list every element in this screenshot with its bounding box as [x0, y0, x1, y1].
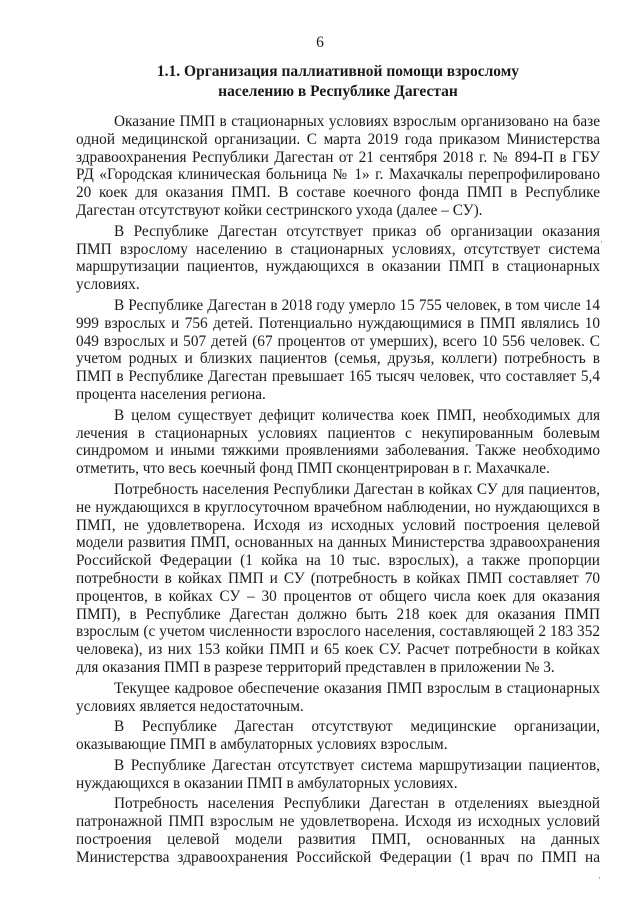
section-heading — [76, 62, 600, 102]
section-heading-line-1: 1.1. Организация паллиативной помощи взрослому — [156, 63, 520, 80]
paragraph: В Республике Дагестан отсутствует система маршрутизации пациентов, нуждающихся в оказании ПМП в амбулаторных условиях. — [76, 756, 600, 792]
paragraph: Потребность населения Республики Дагестан в койках СУ для пациентов, не нуждающихся в круглосуточном врачебном наблюдении, но нуждающихся в ПМП, не удовлетворена. Исходя из исходных условий построения целевой модели развития ПМП, основанных на данных Министерства здравоохранения Российской Федерации (1 койка на 10 тыс. взрослых), а также пропорции потребности в койках ПМП и СУ (потребность в койках ПМП составляет 70 процентов, в койках СУ – 30 процентов от общего числа коек для оказания ПМП), в Республике Дагестан должно быть 218 коек для оказания ПМП взрослым (с учетом численности взрослого населения, составляющей 2 183 352 человека), из них 153 койки ПМП и 65 коек СУ. Расчет потребности в койках для оказания ПМП в разрезе территорий представлен в приложении № 3. — [76, 480, 600, 676]
paragraph: В целом существует дефицит количества коек ПМП, необходимых для лечения в стационарных условиях пациентов с некупированным болевым синдромом и иными тяжкими проявлениями заболевания. Также необходимо отметить, что весь коечный фонд ПМП сконцентрирован в г. Махачкале. — [76, 406, 600, 478]
scan-speck: · — [600, 238, 603, 248]
paragraph: Текущее кадровое обеспечение оказания ПМП взрослым в стационарных условиях является недостаточным. — [76, 679, 600, 715]
paragraph: Оказание ПМП в стационарных условиях взрослым организовано на базе одной медицинской организации. С марта 2019 года приказом Министерства здравоохранения Республики Дагестан от 21 сентября 2018 г. № 894-П в ГБУ РД «Городская клиническая больница № 1» г. Махачкалы перепрофилировано 20 коек для оказания ПМП. В составе коечного фонда ПМП в Республике Дагестан отсутствуют койки сестринского ухода (далее – СУ). — [76, 113, 600, 219]
paragraph: Потребность населения Республики Дагестан в отделениях выездной патронажной ПМП взрослым не удовлетворена. Исходя из исходных условий построения целевой модели развития ПМП, основанных на данных Министерства здравоохранения Российской Федерации (1 врач по ПМП на — [76, 795, 600, 866]
paragraph: В Республике Дагестан в 2018 году умерло 15 755 человек, в том числе 14 999 взрослых и 756 детей. Потенциально нуждающимися в ПМП являлись 10 049 взрослых и 507 детей (67 процентов от умерших), всего 10 556 человек. С учетом родных и близких пациентов (семья, друзья, коллеги) потребность в ПМП в Республике Дагестан превышает 165 тысяч человек, что составляет 5,4 процента населения региона. — [76, 296, 600, 403]
page-number: 6 — [316, 34, 324, 51]
body-text — [76, 113, 600, 870]
scan-speck: · — [598, 874, 601, 884]
section-heading-line-2: населению в Республике Дагестан — [218, 83, 458, 100]
paragraph: В Республике Дагестан отсутствует приказ об организации оказания ПМП взрослому населению в стационарных условиях, отсутствует система маршрутизации пациентов, нуждающихся в оказании ПМП в стационарных условиях. — [76, 222, 600, 294]
paragraph: В Республике Дагестан отсутствуют медицинские организации, оказывающие ПМП в амбулаторных условиях взрослым. — [76, 718, 600, 754]
